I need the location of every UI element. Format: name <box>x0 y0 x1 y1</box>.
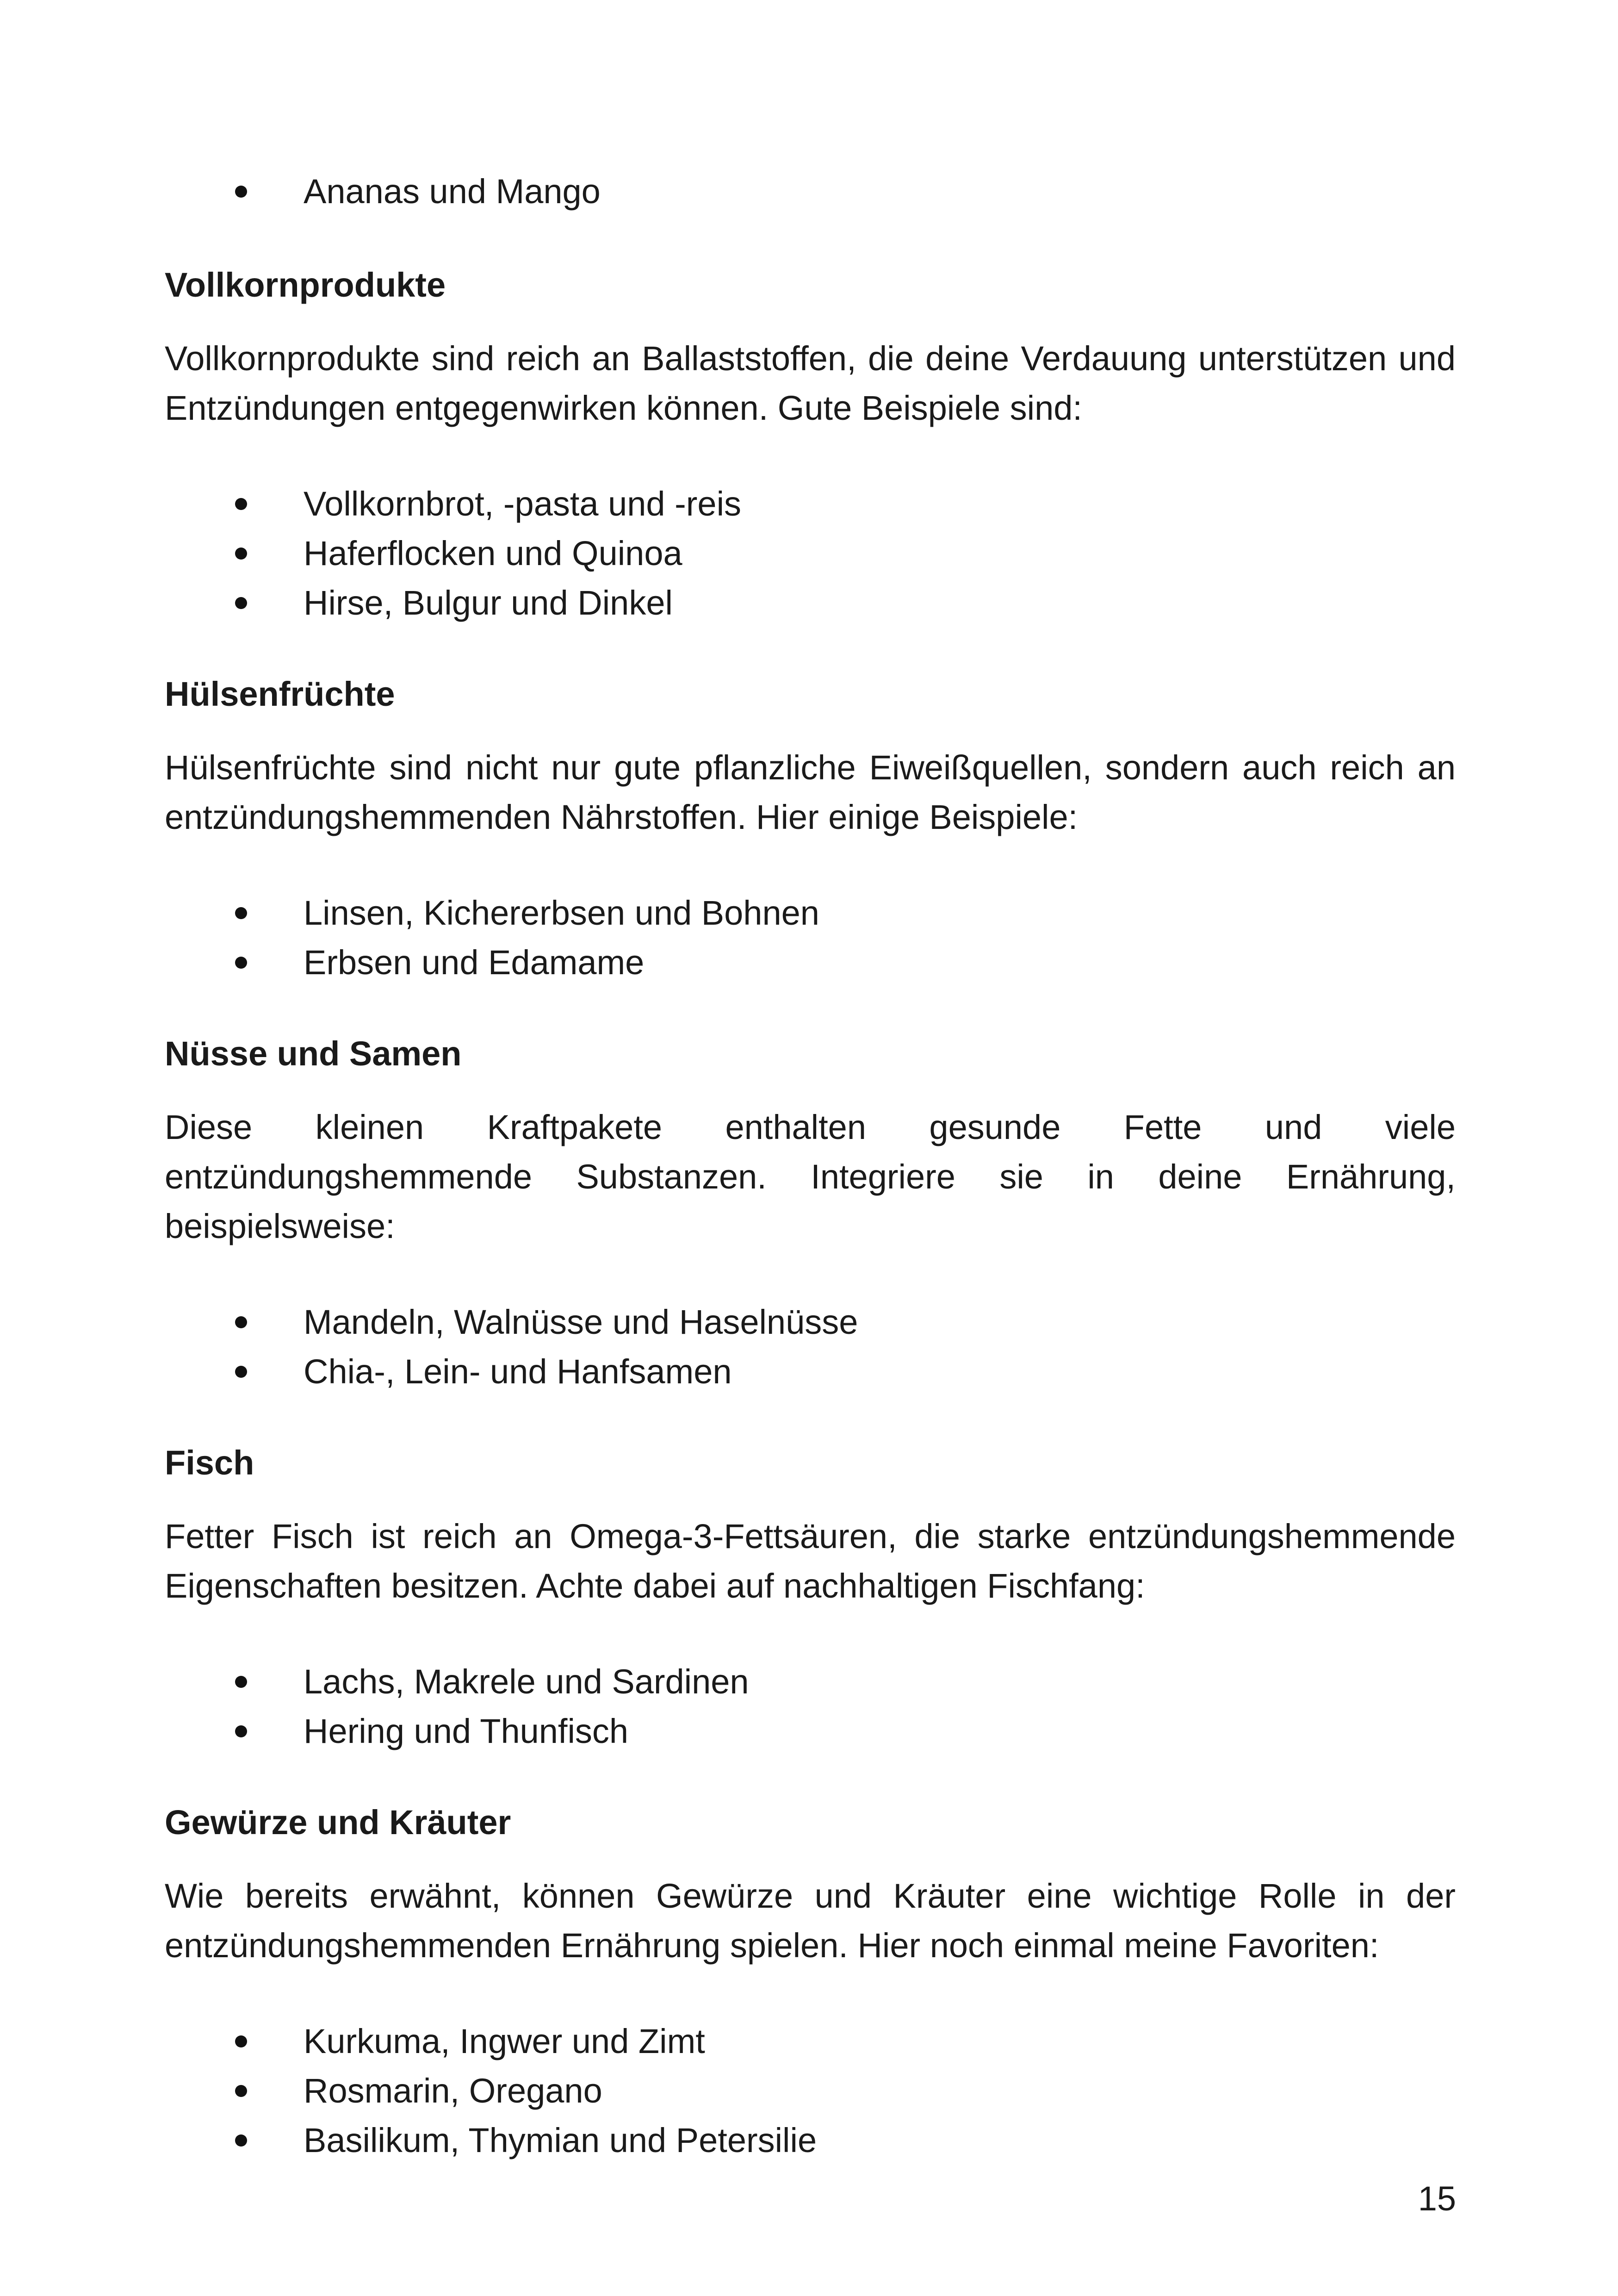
section-paragraph: Fetter Fisch ist reich an Omega-3-Fettsäuren, die starke entzündungshemmende Eigenschaften besitzen. Achte dabei auf nachhaltigen Fischfang: <box>165 1517 1456 1605</box>
list-item <box>165 2116 1456 2165</box>
list-item <box>165 2016 1456 2066</box>
list-item <box>165 1657 1456 1706</box>
page-number: 15 <box>1418 2179 1456 2218</box>
bullet-list <box>165 1297 1456 1396</box>
bullet-icon <box>235 2035 247 2047</box>
list-item-text: Hirse, Bulgur und Dinkel <box>304 584 673 622</box>
bullet-icon <box>235 2085 247 2097</box>
list-item-text: Basilikum, Thymian und Petersilie <box>304 2121 817 2159</box>
section-heading: Gewürze und Kräuter <box>165 1803 511 1842</box>
bullet-icon <box>235 2134 247 2147</box>
list-item <box>165 1347 1456 1396</box>
list-item <box>165 1297 1456 1347</box>
list-item-text: Kurkuma, Ingwer und Zimt <box>304 2022 705 2060</box>
bullet-list <box>165 888 1456 987</box>
bullet-list <box>165 2016 1456 2165</box>
list-item-text: Haferflocken und Quinoa <box>304 534 682 572</box>
bullet-icon <box>235 186 247 198</box>
section-heading: Nüsse und Samen <box>165 1034 462 1073</box>
list-item-text: Rosmarin, Oregano <box>304 2072 602 2110</box>
section-heading: Vollkornprodukte <box>165 266 446 304</box>
list-item <box>165 938 1456 987</box>
bullet-icon <box>235 1316 247 1328</box>
list-item <box>165 529 1456 578</box>
bullet-icon <box>235 548 247 560</box>
list-item <box>165 2066 1456 2116</box>
bullet-list <box>165 1657 1456 1756</box>
list-item <box>165 578 1456 628</box>
section-heading: Hülsenfrüchte <box>165 675 395 713</box>
list-item-text: Mandeln, Walnüsse und Haselnüsse <box>304 1303 858 1341</box>
list-item-text: Chia-, Lein- und Hanfsamen <box>304 1352 732 1391</box>
list-item <box>165 167 1456 216</box>
list-item-text: Hering und Thunfisch <box>304 1712 629 1750</box>
list-item <box>165 1706 1456 1756</box>
section-paragraph: Vollkornprodukte sind reich an Ballaststoffen, die deine Verdauung unterstützen und Entzündungen entgegenwirken können. Gute Beispiele sind: <box>165 339 1456 427</box>
bullet-icon <box>235 907 247 919</box>
section-paragraph: Hülsenfrüchte sind nicht nur gute pflanzliche Eiweißquellen, sondern auch reich an entzündungshemmenden Nährstoffen. Hier einige Beispiele: <box>165 748 1456 836</box>
bullet-icon <box>235 957 247 969</box>
page-content <box>165 167 1456 2165</box>
list-item-text: Erbsen und Edamame <box>304 943 645 982</box>
list-item <box>165 888 1456 938</box>
bullet-icon <box>235 1725 247 1737</box>
section-paragraph: Diese kleinen Kraftpakete enthalten gesunde Fette und viele entzündungshemmende Substanzen. Integriere sie in deine Ernährung, beispielsweise: <box>165 1108 1456 1245</box>
section-heading: Fisch <box>165 1444 254 1482</box>
bullet-list-top <box>165 167 1456 216</box>
bullet-list <box>165 479 1456 628</box>
list-item-text: Lachs, Makrele und Sardinen <box>304 1662 749 1701</box>
list-item-text: Linsen, Kichererbsen und Bohnen <box>304 894 819 932</box>
bullet-icon <box>235 1366 247 1378</box>
section-paragraph: Wie bereits erwähnt, können Gewürze und Kräuter eine wichtige Rolle in der entzündungshemmenden Ernährung spielen. Hier noch einmal meine Favoriten: <box>165 1877 1456 1965</box>
list-item-text: Ananas und Mango <box>304 172 601 211</box>
bullet-icon <box>235 597 247 609</box>
list-item <box>165 479 1456 529</box>
bullet-icon <box>235 498 247 510</box>
bullet-icon <box>235 1676 247 1688</box>
list-item-text: Vollkornbrot, -pasta und -reis <box>304 485 742 523</box>
